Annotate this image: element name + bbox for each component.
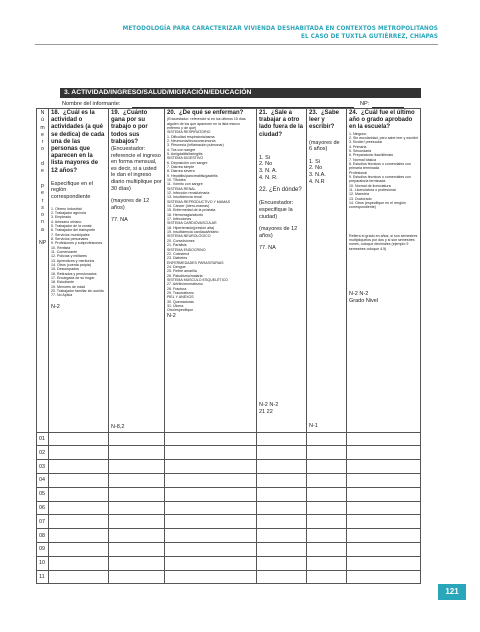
q24-option: 7. Normal básica <box>349 157 376 162</box>
q22-title: 22. ¿En dónde? <box>259 187 302 194</box>
numero-persona-letter: N <box>40 110 45 116</box>
answer-cell[interactable] <box>109 542 165 556</box>
question-header-row <box>37 109 421 433</box>
q18-option: 3. Empleado <box>51 215 72 220</box>
answer-cell[interactable] <box>165 529 257 543</box>
numero-persona-letter: a <box>41 226 44 233</box>
q19-na: 77. NA <box>111 217 128 224</box>
q20-option: SISTEMA CARDIOVASCULAR <box>167 221 217 226</box>
table-row <box>37 487 421 501</box>
q20-option: 28. Fractura <box>167 286 187 291</box>
q24-option: Profesional <box>349 170 367 175</box>
q24-option: 10. Normal de licenciatura <box>349 183 391 188</box>
q20-option: 7. Diarrea simple <box>167 164 195 169</box>
answer-cell[interactable] <box>109 432 165 446</box>
answer-cell[interactable] <box>165 487 257 501</box>
q18-option: 5. Trabajador de la constr. <box>51 223 93 228</box>
q20-option: SISTEMA DIGESTIVO <box>167 156 204 161</box>
row-number: 11 <box>37 570 49 584</box>
q24-option: 8. Estudios técnicos o comerciales con primaria terminada <box>349 162 411 171</box>
q18-option: 2. Trabajador agrícola <box>51 210 86 215</box>
table-row <box>37 556 421 570</box>
answer-cell[interactable] <box>347 515 421 529</box>
q20-option: 25. Fiebre amarilla <box>167 269 197 274</box>
numero-persona-letter: s <box>41 204 44 211</box>
header-line-2: EL CASO DE TUXTLA GUTIÉRREZ, CHIAPAS <box>300 32 438 40</box>
numero-persona-letter: d <box>41 161 44 168</box>
q20-title: 20. ¿De qué se enferman? <box>167 110 244 116</box>
informant-line <box>62 101 420 108</box>
q24-option: 13. Doctorado <box>349 196 372 201</box>
page-number: 121 <box>438 584 466 600</box>
answer-cell[interactable] <box>307 446 347 460</box>
answer-cell[interactable] <box>257 515 307 529</box>
numero-de-persona-letters <box>39 110 46 234</box>
table-row <box>37 473 421 487</box>
numero-persona-letter: o <box>41 146 44 153</box>
q20-option: 16. Hemorragia/aborto <box>167 212 203 217</box>
q18-option: 20. Trabajador familiar sin sueldo <box>51 289 104 294</box>
answer-cell[interactable] <box>307 473 347 487</box>
q20-option: SISTEMA MÚSCULO ESQUELÉTICO <box>167 277 229 282</box>
answer-cell[interactable] <box>109 515 165 529</box>
q20-option: 11. Vómito con sangre <box>167 182 203 187</box>
answer-cell[interactable] <box>347 446 421 460</box>
answer-cell[interactable] <box>49 542 109 556</box>
answer-cell[interactable] <box>257 446 307 460</box>
answer-cell[interactable] <box>49 460 109 474</box>
answer-cell[interactable] <box>49 501 109 515</box>
q24-option: 14. Otros (especifique en el renglón correspondiente) <box>349 201 406 210</box>
q20-option: 22. Colesterol <box>167 251 190 256</box>
q18-option: 8. Servicios personales <box>51 237 89 242</box>
answer-cell[interactable] <box>109 460 165 474</box>
q21-age-note: (mayores de 12 años) <box>259 226 298 239</box>
q23-options <box>309 159 344 185</box>
answer-cell[interactable] <box>109 570 165 584</box>
running-header <box>123 25 438 40</box>
answer-cell[interactable] <box>347 570 421 584</box>
q20-option: PIEL Y ANEXOS <box>167 295 194 300</box>
col-q19 <box>109 109 165 433</box>
row-number: 07 <box>37 515 49 529</box>
q18-option: 7. Servicios municipales <box>51 232 90 237</box>
answer-cell[interactable] <box>49 446 109 460</box>
answer-cell[interactable] <box>49 556 109 570</box>
answer-cell[interactable] <box>307 501 347 515</box>
q18-option: 18. Estudiante <box>51 280 74 285</box>
q23-option: 4. N.R <box>309 178 325 185</box>
q24-option: 5. Secundaria <box>349 148 372 153</box>
answer-cell[interactable] <box>347 529 421 543</box>
q18-title: 18. ¿Cuál es la actividad o actividades (a qué se dedica) de cada una de las personas que aparecen en la lista mayores de 12 años? <box>51 110 105 174</box>
table-row <box>37 446 421 460</box>
q18-option: 13. Aprendices y meritorios <box>51 258 95 263</box>
table-row <box>37 460 421 474</box>
table-row <box>37 515 421 529</box>
q18-option: 12. Policías y militares <box>51 254 87 259</box>
q24-option: 12. Maestría <box>349 192 369 197</box>
q21-na: 77. NA <box>259 245 276 252</box>
survey-table <box>36 108 421 584</box>
numero-persona-letter: m <box>40 124 45 131</box>
col-q20 <box>165 109 257 433</box>
q24-option: 3. Kínder/ preescolar <box>349 140 383 145</box>
row-number: 02 <box>37 446 49 460</box>
answer-cell[interactable] <box>109 487 165 501</box>
table-row <box>37 529 421 543</box>
q20-option: SISTEMA REPRODUCTIVO Y MAMAS <box>167 199 230 204</box>
q20-instruction: (Encuestador: referencie si en los últimos 15 días alguien de los que aparecen en la lista estuvo enfermo y de qué) <box>167 117 246 130</box>
q20-option: 9. Hepatitis/pancreatitis/gastritis <box>167 173 218 178</box>
q23-option: 2. No <box>309 165 323 172</box>
q19-title: 19. ¿Cuánto gana por su trabajo o por todos sus trabajos? <box>111 110 148 145</box>
answer-cell[interactable] <box>165 473 257 487</box>
numero-persona-letter: r <box>41 197 44 204</box>
answer-cell[interactable] <box>347 556 421 570</box>
q20-options <box>167 130 254 312</box>
q18-option: 1. Obrero industrial <box>51 206 82 211</box>
answer-cell[interactable] <box>165 432 257 446</box>
answer-cell[interactable] <box>257 501 307 515</box>
answer-rows <box>37 432 421 584</box>
answer-cell[interactable] <box>49 570 109 584</box>
q21-code: N-2 N-2 <box>259 401 279 408</box>
answer-cell[interactable] <box>307 487 347 501</box>
np-label: NP: <box>360 101 370 107</box>
q18-instruction: Especifique en el reglón correspondiente <box>51 180 93 201</box>
answer-cell[interactable] <box>347 501 421 515</box>
answer-cell[interactable] <box>257 460 307 474</box>
numero-persona-letter: e <box>41 131 44 138</box>
col-q24 <box>347 109 421 433</box>
q24-option: 11. Licenciatura o profesional <box>349 188 396 193</box>
answer-cell[interactable] <box>257 556 307 570</box>
numero-persona-letter: r <box>41 139 44 146</box>
table-row <box>37 432 421 446</box>
numero-persona-letter: o <box>41 212 44 219</box>
answer-cell[interactable] <box>165 556 257 570</box>
q20-option: SISTEMA ENDOCRINO <box>167 247 206 252</box>
q18-option: 9. Profesiones y subprofesiones <box>51 241 103 246</box>
q20-option: 8. Diarrea severa <box>167 169 195 174</box>
q18-option: 10. Rentista <box>51 245 71 250</box>
row-number: 04 <box>37 473 49 487</box>
table-row <box>37 501 421 515</box>
q20-option: 26. Paludismo/malaria <box>167 273 203 278</box>
q20-option: 30. Quemaduras <box>167 299 194 304</box>
answer-cell[interactable] <box>347 460 421 474</box>
answer-cell[interactable] <box>307 529 347 543</box>
q18-option: 19. Menores de edad <box>51 284 85 289</box>
answer-cell[interactable] <box>257 570 307 584</box>
informant-label: Nombre del informante: <box>62 101 121 107</box>
table-row <box>37 570 421 584</box>
q20-option: 6. Deposición con sangre <box>167 160 208 165</box>
q20-option: 3. Pleuresía (inflamación pulmonar) <box>167 143 224 148</box>
answer-cell[interactable] <box>49 432 109 446</box>
q24-option: 4. Primaria <box>349 144 367 149</box>
q20-option: 2. Neumonía/bronconeumonía <box>167 138 216 143</box>
q24-code: N-2 N-2 <box>349 291 369 298</box>
header-rule <box>35 44 438 45</box>
answer-cell[interactable] <box>49 473 109 487</box>
answer-cell[interactable] <box>347 473 421 487</box>
answer-cell[interactable] <box>347 432 421 446</box>
q20-option: 12. Infección renal/urinaria <box>167 191 210 196</box>
q24-option: 9. Estudios técnicos o comerciales con preparatoria terminada <box>349 175 411 184</box>
q20-option: 4. Tos con sangre <box>167 147 196 152</box>
q20-option: SISTEMA RESPIRATORIO <box>167 130 211 135</box>
q20-option: 14. Cáncer (útero-mamas) <box>167 204 210 209</box>
row-number: 01 <box>37 432 49 446</box>
q21-option: 2. No <box>259 161 273 168</box>
answer-cell[interactable] <box>165 460 257 474</box>
q20-option: 13. Insuficiencia renal <box>167 195 202 200</box>
row-number: 08 <box>37 529 49 543</box>
answer-cell[interactable] <box>307 556 347 570</box>
q18-option: 16. Retirados y pensionados <box>51 271 97 276</box>
q20-option: 18. Hipertensión(presión alta) <box>167 225 215 230</box>
q20-option: 1. Dificultad respiratoria/asma <box>167 134 215 139</box>
q18-option: 14. Otros (cuenta propia) <box>51 263 91 268</box>
q22-instruction: (Encuestador: especifique la ciudad) <box>259 200 294 220</box>
table-row <box>37 542 421 556</box>
row-number: 05 <box>37 487 49 501</box>
q19-age-note: (mayores de 12 años) <box>111 198 150 211</box>
numero-persona-letter: n <box>41 219 44 226</box>
q20-option: 10. Tifoidea <box>167 178 186 183</box>
q23-title: 23. ¿Sabe leer y escribir? <box>309 110 340 131</box>
answer-cell[interactable] <box>109 446 165 460</box>
numero-persona-letter <box>39 154 46 161</box>
q18-option: 4. Artesano urbano <box>51 219 82 224</box>
numero-persona-letter: e <box>41 168 44 175</box>
q20-option: 23. Diabetes <box>167 256 188 261</box>
q20-option: 15. Enfermedad de la próstata <box>167 208 216 213</box>
q20-option: 19. Insuficiencia cardíaca/infarto <box>167 230 219 235</box>
answer-cell[interactable] <box>257 529 307 543</box>
q23-option: 1. Si <box>309 158 321 165</box>
q21-options <box>259 155 304 181</box>
answer-cell[interactable] <box>165 542 257 556</box>
answer-cell[interactable] <box>257 432 307 446</box>
answer-cell[interactable] <box>109 473 165 487</box>
col-q18 <box>49 109 109 433</box>
numero-persona-letter: p <box>41 182 44 189</box>
q21-option: 3. N. A. <box>259 168 278 174</box>
answer-cell[interactable] <box>109 501 165 515</box>
q20-option: 24. Dengue <box>167 264 186 269</box>
header-line-1: METODOLOGÍA PARA CARACTERIZAR VIVIENDA DESHABITADA EN CONTEXTOS METROPOLITANOS <box>122 25 438 32</box>
answer-cell[interactable] <box>307 515 347 529</box>
q24-title: 24. ¿Cuál fue el último año o grado aprobado en la escuela? <box>349 110 415 131</box>
answer-cell[interactable] <box>307 570 347 584</box>
q19-code: N-8,2 <box>111 423 125 430</box>
answer-cell[interactable] <box>307 542 347 556</box>
q20-code: N-2 <box>167 312 176 319</box>
numero-persona-letter: ú <box>41 117 44 124</box>
q24-options <box>349 132 418 210</box>
q18-option: 17. Encargada de su hogar <box>51 276 95 281</box>
answer-cell[interactable] <box>257 473 307 487</box>
q23-option: 3. N.A. <box>309 171 326 178</box>
q20-option: ENFERMEDADES PARASITARIAS <box>167 260 224 265</box>
q19-instruction: (Encuestador: referencie el ingreso en forma mensual, es decir, si a usted le dan el ingreso diario multiplique por 30 días) <box>111 146 162 192</box>
q24-option: 1. Ninguno <box>349 131 367 136</box>
answer-cell[interactable] <box>109 529 165 543</box>
answer-cell[interactable] <box>307 460 347 474</box>
answer-cell[interactable] <box>257 487 307 501</box>
answer-cell[interactable] <box>165 570 257 584</box>
row-number: 03 <box>37 460 49 474</box>
col-numero-persona <box>37 109 49 433</box>
q24-code-labels: Grado Nivel <box>349 297 379 304</box>
q20-option: 5. Amigdalitis/faringitis <box>167 151 203 156</box>
answer-cell[interactable] <box>49 515 109 529</box>
q20-option: 27. Artritis/reumatismo <box>167 282 203 287</box>
answer-cell[interactable] <box>49 529 109 543</box>
np-header: NP <box>39 240 47 247</box>
q20-option: 21. Parálisis <box>167 243 187 248</box>
q23-age-note: (mayores de 6 años) <box>309 139 340 153</box>
answer-cell[interactable] <box>165 446 257 460</box>
q20-option: 17. Infecciones <box>167 217 192 222</box>
numero-persona-letter: e <box>41 190 44 197</box>
q18-options <box>51 207 106 298</box>
answer-cell[interactable] <box>257 542 307 556</box>
q18-option: 77. No Aplica <box>51 293 73 298</box>
q18-option: 15. Desocupados <box>51 267 79 272</box>
answer-cell[interactable] <box>49 487 109 501</box>
q24-option: 6. Preparatoria /bachillerato <box>349 153 394 158</box>
row-number: 09 <box>37 542 49 556</box>
q20-option: SISTEMA NEUROLÓGICO <box>167 234 211 239</box>
answer-cell[interactable] <box>347 542 421 556</box>
col-q21 <box>257 109 307 433</box>
row-number: 06 <box>37 501 49 515</box>
q21-option: 4. N. R. <box>259 174 278 181</box>
q21-option: 1. Si <box>259 154 271 161</box>
col-q23 <box>307 109 347 433</box>
q18-option: 11. Comerciante <box>51 250 78 255</box>
q20-option: 31. Úlcera <box>167 303 184 308</box>
q20-option: Otro/especifique <box>167 308 194 313</box>
q21-code-labels: 21 22 <box>259 408 273 415</box>
q18-option: 6. Trabajador del transporte <box>51 228 96 233</box>
answer-cell[interactable] <box>109 556 165 570</box>
row-number: 10 <box>37 556 49 570</box>
q20-option: 20. Convulsiones <box>167 238 195 243</box>
q24-option: 2. Sin escolaridad, pero sabe leer y escribir <box>349 135 418 140</box>
q24-note: Refiera el grado en años; si son semestres multiplíquelos por dos y si son semestres nones, coloque decimales (ejemplo 9 semestres coloque 4.5) <box>349 233 418 251</box>
answer-cell[interactable] <box>165 515 257 529</box>
q21-title: 21. ¿Sale a trabajar a otro lado fuera de la ciudad? <box>259 110 304 138</box>
answer-cell[interactable] <box>347 487 421 501</box>
section-title: 3. ACTIVIDAD/INGRESO/SALUD/MIGRACIÓN/EDUCACIÓN <box>60 88 421 98</box>
numero-persona-letter <box>39 176 46 183</box>
answer-cell[interactable] <box>307 432 347 446</box>
answer-cell[interactable] <box>165 501 257 515</box>
q18-code: N-2 <box>51 303 60 310</box>
q20-option: 29. Traumatismo <box>167 290 194 295</box>
q20-option: SISTEMA RENAL <box>167 186 196 191</box>
q23-code: N-1 <box>309 423 318 430</box>
